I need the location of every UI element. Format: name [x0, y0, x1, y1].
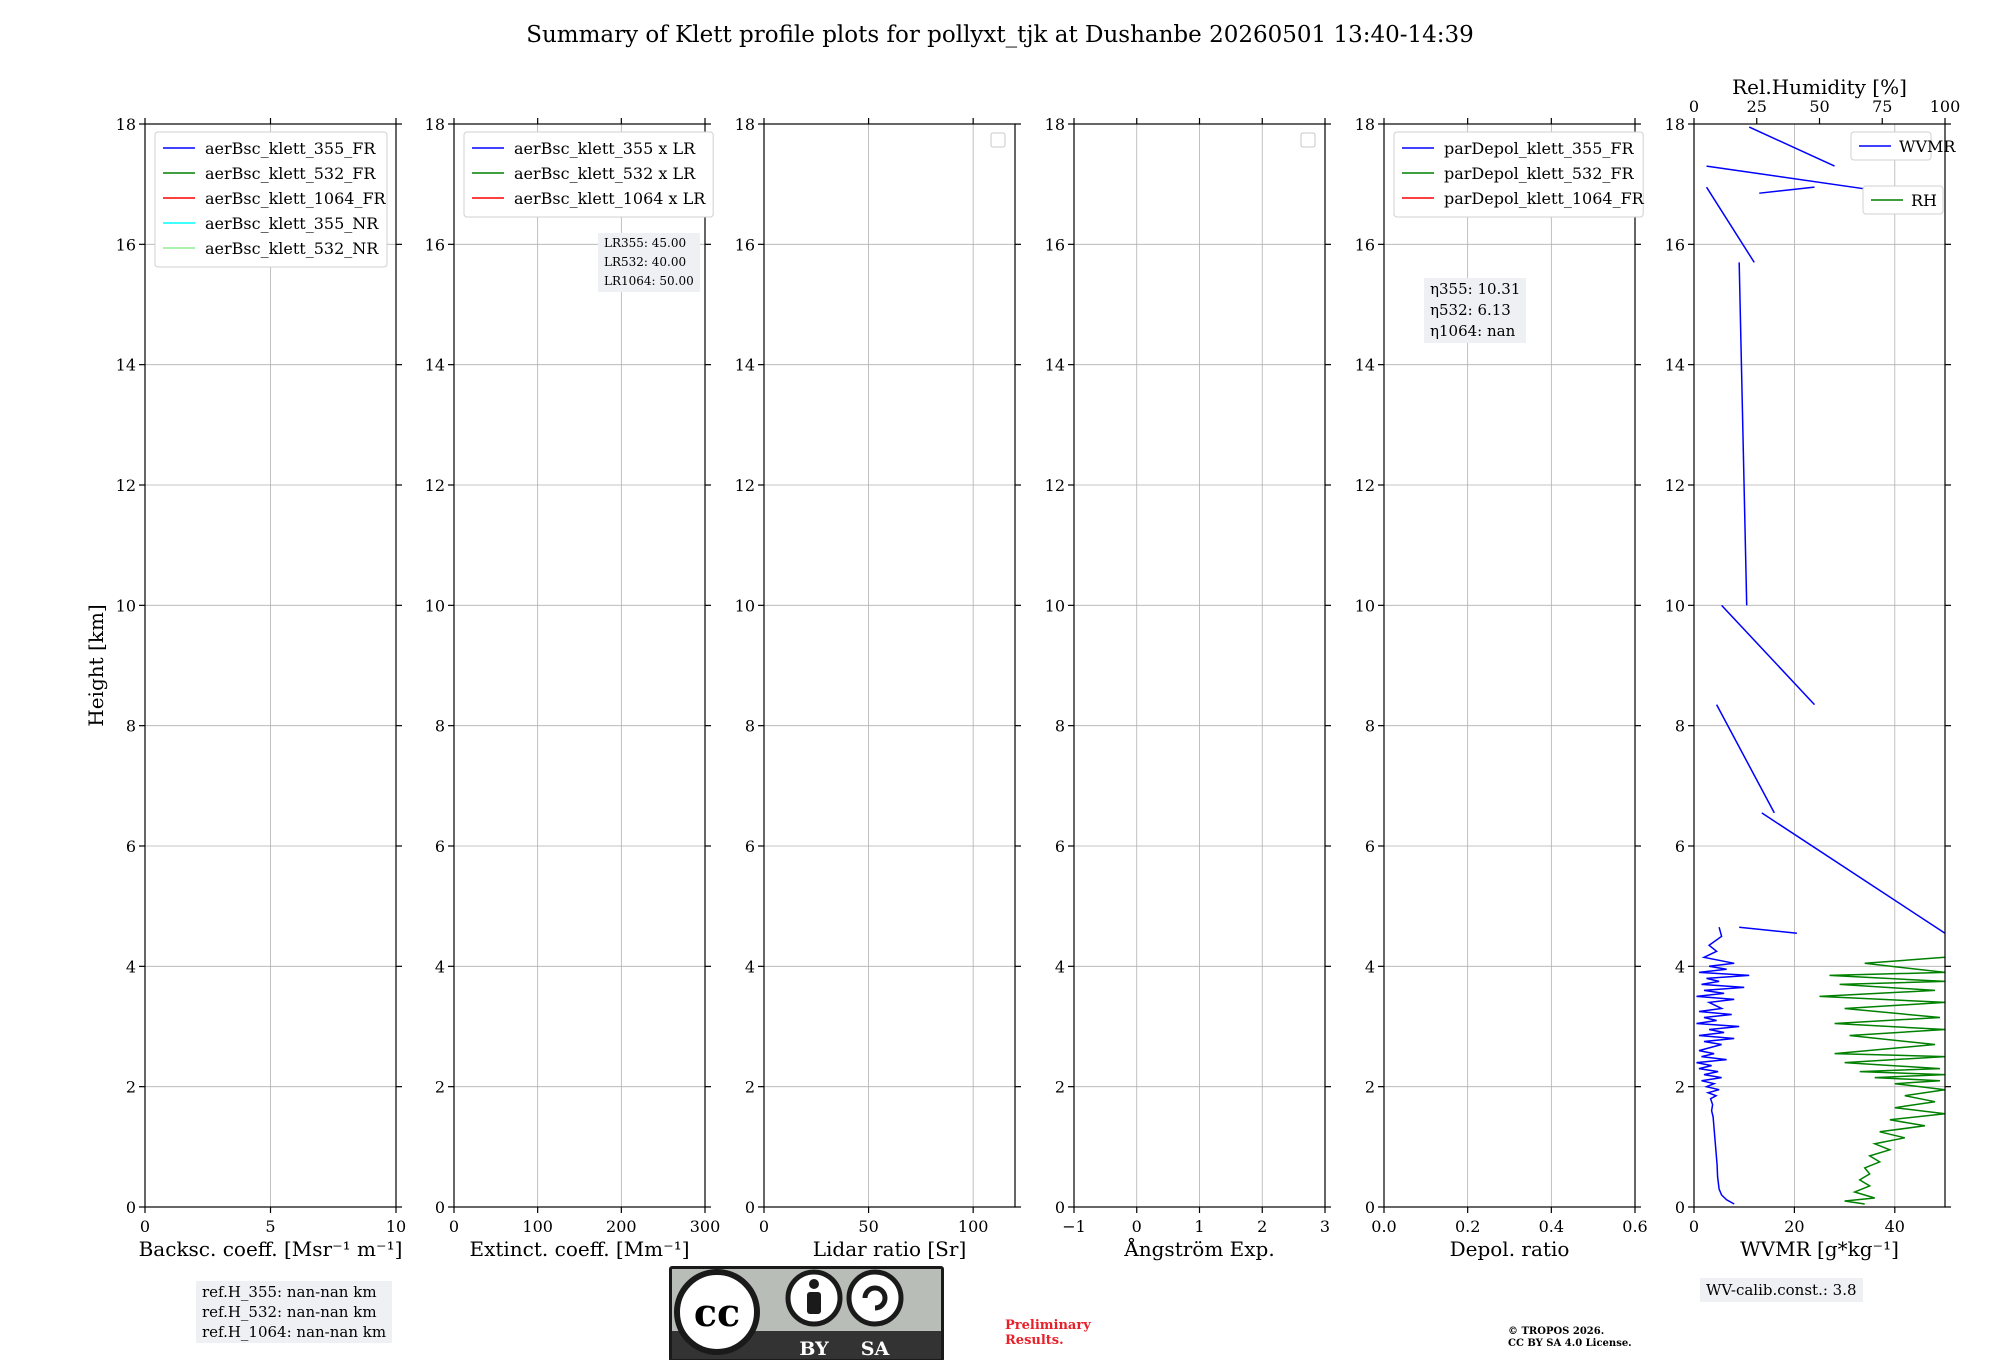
y-tick-label: 18	[1354, 115, 1375, 134]
x-tick-label: 20	[1784, 1217, 1805, 1236]
y-tick-label: 16	[115, 235, 136, 255]
y-tick-label: 0	[1054, 1198, 1065, 1217]
x-axis-label: Depol. ratio	[1449, 1237, 1570, 1261]
y-tick-label: 14	[734, 355, 755, 375]
y-tick-label: 12	[1664, 476, 1685, 495]
legend-label: parDepol_klett_532_FR	[1444, 164, 1634, 183]
y-tick-label: 12	[1044, 476, 1065, 495]
by-icon-body	[807, 1292, 821, 1314]
y-tick-label: 6	[1364, 837, 1375, 856]
y-tick-label: 12	[115, 476, 136, 495]
x-axis-label: Extinct. coeff. [Mm⁻¹]	[469, 1237, 690, 1261]
refh-annotation-box	[196, 1281, 392, 1343]
y-tick-label: 10	[1044, 596, 1065, 616]
y-tick-label: 0	[125, 1198, 136, 1217]
by-label: BY	[799, 1338, 829, 1360]
y-tick-label: 2	[1674, 1077, 1685, 1097]
top-x-tick-label: 75	[1872, 97, 1893, 116]
x-tick-label: 300	[689, 1217, 721, 1236]
preliminary-line1: Preliminary	[1005, 1318, 1091, 1333]
y-tick-label: 8	[1364, 716, 1375, 736]
lr355-label: LR355: 45.00	[604, 236, 687, 250]
preliminary-note	[1005, 1318, 1091, 1348]
y-tick-label: 0	[1674, 1198, 1685, 1217]
y-tick-label: 10	[1664, 596, 1685, 616]
x-tick-label: 100	[957, 1217, 989, 1236]
wv-calib-label: WV-calib.const.: 3.8	[1706, 1281, 1857, 1299]
y-tick-label: 6	[125, 837, 136, 856]
y-tick-label: 14	[1354, 355, 1375, 375]
legend	[464, 132, 713, 217]
y-tick-label: 8	[1674, 716, 1685, 736]
sa-icon	[849, 1272, 901, 1324]
sa-label: SA	[860, 1338, 890, 1360]
y-tick-label: 16	[424, 235, 445, 255]
x-tick-label: 100	[522, 1217, 553, 1236]
y-tick-label: 16	[734, 235, 755, 255]
top-x-axis-label: Rel.Humidity [%]	[1732, 75, 1907, 99]
wvmr-segment	[1762, 813, 1945, 933]
y-tick-label: 14	[1664, 355, 1685, 375]
axes-frame	[1694, 124, 1945, 1207]
cc-icon-text: cc	[693, 1290, 741, 1335]
eta-annotation-box	[1424, 278, 1526, 343]
refh1064-label: ref.H_1064: nan-nan km	[202, 1323, 387, 1341]
y-tick-label: 4	[125, 957, 136, 977]
x-tick-label: 50	[858, 1217, 879, 1236]
lr1064-label: LR1064: 50.00	[604, 274, 694, 288]
y-tick-label: 12	[734, 476, 755, 495]
wv-calib-box	[1700, 1278, 1863, 1302]
y-tick-label: 18	[424, 115, 445, 134]
x-tick-label: 0	[758, 1217, 770, 1236]
y-tick-label: 2	[125, 1077, 136, 1097]
y-tick-label: 6	[1054, 837, 1065, 856]
y-tick-label: 4	[1364, 957, 1375, 977]
y-tick-label: 6	[1674, 837, 1685, 856]
y-tick-label: 10	[115, 596, 136, 616]
y-tick-label: 4	[1054, 957, 1065, 977]
lr-annotation-box	[598, 233, 700, 292]
y-tick-label: 4	[1674, 957, 1685, 977]
panel-6	[1665, 75, 1961, 1261]
y-tick-label: 14	[1044, 355, 1065, 375]
preliminary-line2: Results.	[1005, 1333, 1064, 1348]
y-tick-label: 2	[744, 1077, 755, 1097]
x-tick-label: 1	[1194, 1217, 1205, 1236]
top-x-tick-label: 25	[1746, 97, 1767, 116]
x-tick-label: 5	[265, 1217, 276, 1236]
lr532-label: LR532: 40.00	[604, 255, 687, 269]
y-tick-label: 10	[734, 596, 755, 616]
panel-1	[116, 115, 407, 1261]
wvmr-segment	[1707, 187, 1755, 262]
x-tick-label: 0.6	[1622, 1217, 1648, 1236]
eta532-label: η532: 6.13	[1430, 301, 1511, 319]
y-tick-label: 2	[434, 1077, 445, 1097]
legend-label: aerBsc_klett_532_FR	[205, 164, 376, 183]
legend-wvmr	[1851, 132, 1956, 160]
y-tick-label: 16	[1044, 235, 1065, 255]
legend-rh	[1863, 186, 1943, 214]
refh532-label: ref.H_532: nan-nan km	[202, 1303, 377, 1321]
x-tick-label: 0	[1688, 1217, 1700, 1236]
legend-label: aerBsc_klett_1064_FR	[205, 189, 386, 208]
panel-3	[735, 115, 1021, 1261]
legend-label: aerBsc_klett_355_NR	[205, 214, 379, 233]
y-tick-label: 14	[424, 355, 445, 375]
top-x-tick-label: 50	[1809, 97, 1830, 116]
x-axis-label: WVMR [g*kg⁻¹]	[1740, 1237, 1899, 1261]
legend-label: aerBsc_klett_532_NR	[205, 239, 379, 258]
empty-legend	[991, 133, 1005, 147]
y-tick-label: 12	[424, 476, 445, 495]
x-tick-label: 0.2	[1454, 1217, 1481, 1236]
x-tick-label: 0.4	[1538, 1217, 1565, 1236]
y-tick-label: 18	[1044, 115, 1065, 134]
y-tick-label: 10	[1354, 596, 1375, 616]
legend-label: aerBsc_klett_532 x LR	[514, 164, 696, 183]
wvmr-profile-line	[1697, 927, 1750, 1204]
figure-title: Summary of Klett profile plots for pollyxt_tjk at Dushanbe 20260501 13:40-14:39	[526, 22, 1474, 48]
copyright-line1: © TROPOS 2026.	[1508, 1326, 1605, 1337]
legend-label: aerBsc_klett_355_FR	[205, 139, 376, 158]
x-axis-label: Lidar ratio [Sr]	[812, 1237, 967, 1261]
wvmr-segment	[1717, 705, 1775, 813]
y-tick-label: 8	[744, 716, 755, 736]
y-tick-label: 16	[1354, 235, 1375, 255]
y-tick-label: 18	[115, 115, 136, 134]
cc-by-sa-badge	[669, 1266, 944, 1360]
y-tick-label: 0	[434, 1198, 445, 1217]
x-tick-label: 2	[1257, 1217, 1268, 1236]
wvmr-segment	[1749, 127, 1834, 166]
y-tick-label: 10	[424, 596, 445, 616]
legend	[155, 132, 387, 267]
x-tick-label: 200	[606, 1217, 637, 1236]
legend	[1394, 132, 1645, 217]
by-icon-head	[809, 1279, 819, 1289]
y-tick-label: 8	[125, 716, 136, 736]
y-tick-label: 18	[734, 115, 755, 134]
x-tick-label: 0	[139, 1217, 151, 1236]
y-tick-label: 2	[1364, 1077, 1375, 1097]
eta1064-label: η1064: nan	[1430, 322, 1516, 340]
x-axis-label: Ångström Exp.	[1124, 1237, 1275, 1261]
y-tick-label: 6	[744, 837, 755, 856]
y-tick-label: 8	[434, 716, 445, 736]
top-x-tick-label: 100	[1929, 97, 1961, 116]
x-tick-label: −1	[1062, 1217, 1086, 1236]
wvmr-segment	[1722, 605, 1815, 704]
copyright-line2: CC BY SA 4.0 License.	[1508, 1338, 1632, 1349]
y-tick-label: 16	[1664, 235, 1685, 255]
legend-label: RH	[1911, 191, 1937, 210]
empty-legend	[1301, 133, 1315, 147]
legend-label: parDepol_klett_1064_FR	[1444, 189, 1644, 208]
x-tick-label: 0	[448, 1217, 460, 1236]
panel-4	[1045, 115, 1331, 1261]
x-tick-label: 40	[1884, 1217, 1905, 1236]
legend-label: parDepol_klett_355_FR	[1444, 139, 1634, 158]
y-tick-label: 6	[434, 837, 445, 856]
eta355-label: η355: 10.31	[1430, 280, 1521, 298]
y-tick-label: 4	[744, 957, 755, 977]
top-x-tick-label: 0	[1688, 97, 1700, 116]
legend-label: WVMR	[1899, 137, 1956, 156]
legend-label: aerBsc_klett_355 x LR	[514, 139, 696, 158]
y-tick-label: 4	[434, 957, 445, 977]
y-tick-label: 18	[1664, 115, 1685, 134]
y-tick-label: 0	[744, 1198, 755, 1217]
refh355-label: ref.H_355: nan-nan km	[202, 1283, 377, 1301]
legend-label: aerBsc_klett_1064 x LR	[514, 189, 706, 208]
x-tick-label: 0.0	[1371, 1217, 1397, 1236]
wvmr-segment	[1759, 187, 1814, 193]
x-tick-label: 0	[1131, 1217, 1142, 1236]
x-axis-label: Backsc. coeff. [Msr⁻¹ m⁻¹]	[138, 1237, 403, 1261]
y-tick-label: 14	[115, 355, 136, 375]
y-tick-label: 12	[1354, 476, 1375, 495]
rh-profile-line	[1820, 957, 1946, 1204]
y-tick-label: 2	[1054, 1077, 1065, 1097]
y-tick-label: 0	[1364, 1198, 1375, 1217]
wvmr-segment	[1739, 927, 1797, 933]
y-axis-label: Height [km]	[84, 604, 108, 727]
copyright-note	[1508, 1326, 1632, 1350]
y-tick-label: 8	[1054, 716, 1065, 736]
wvmr-segment	[1739, 262, 1747, 605]
x-tick-label: 3	[1319, 1217, 1331, 1236]
axes-frame	[764, 124, 1015, 1207]
x-tick-label: 10	[385, 1217, 407, 1236]
